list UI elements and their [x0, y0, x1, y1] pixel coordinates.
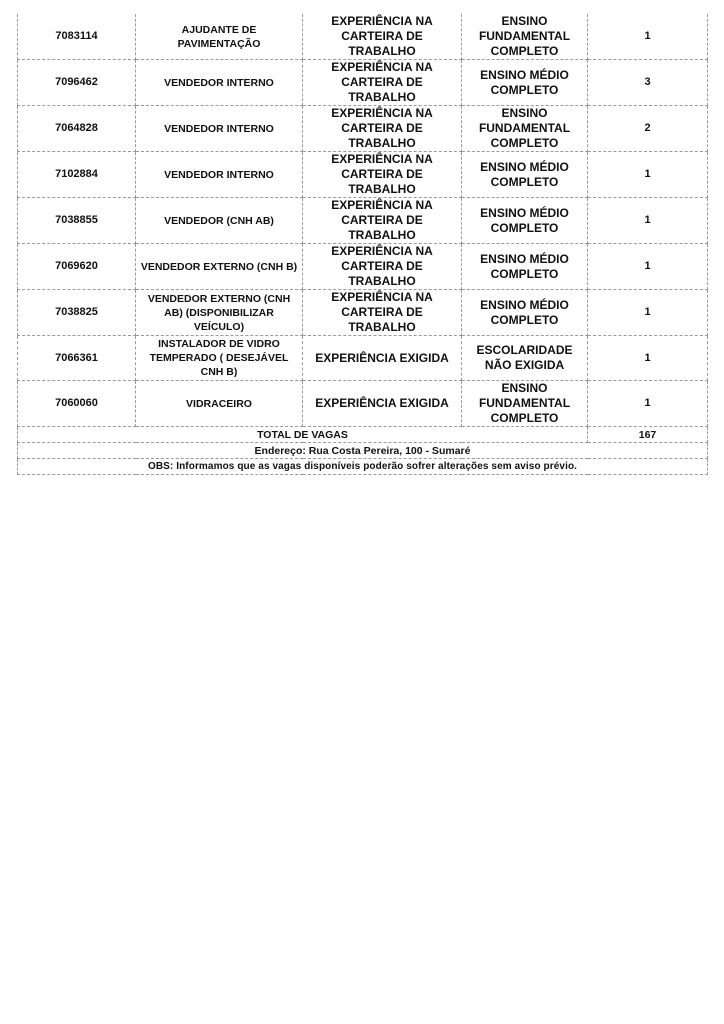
job-education: ESCOLARIDADE NÃO EXIGIDA: [462, 336, 588, 381]
table-row: [18, 14, 708, 60]
table-row: [18, 336, 708, 381]
job-code: 7096462: [18, 60, 136, 106]
total-label: TOTAL DE VAGAS: [18, 427, 588, 443]
job-code: 7102884: [18, 152, 136, 198]
job-openings: 1: [588, 198, 708, 244]
table-row: [18, 198, 708, 244]
table-row: [18, 290, 708, 336]
job-experience: EXPERIÊNCIA NA CARTEIRA DE TRABALHO: [303, 14, 462, 60]
job-education: ENSINO MÉDIO COMPLETO: [462, 244, 588, 290]
job-experience: EXPERIÊNCIA NA CARTEIRA DE TRABALHO: [303, 290, 462, 336]
job-role: AJUDANTE DE PAVIMENTAÇÃO: [136, 14, 303, 60]
table-row: [18, 60, 708, 106]
job-experience: EXPERIÊNCIA EXIGIDA: [303, 336, 462, 381]
job-listing-sheet: [17, 14, 707, 475]
job-code: 7060060: [18, 381, 136, 427]
job-openings: 1: [588, 336, 708, 381]
table-row: [18, 152, 708, 198]
job-table: [17, 14, 708, 475]
job-experience: EXPERIÊNCIA NA CARTEIRA DE TRABALHO: [303, 60, 462, 106]
job-role: VENDEDOR (CNH AB): [136, 198, 303, 244]
job-table-body: [18, 14, 708, 475]
job-role: VENDEDOR INTERNO: [136, 152, 303, 198]
job-code: 7083114: [18, 14, 136, 60]
job-education: ENSINO FUNDAMENTAL COMPLETO: [462, 106, 588, 152]
job-openings: 3: [588, 60, 708, 106]
job-experience: EXPERIÊNCIA NA CARTEIRA DE TRABALHO: [303, 152, 462, 198]
table-row: [18, 244, 708, 290]
total-value: 167: [588, 427, 708, 443]
job-education: ENSINO FUNDAMENTAL COMPLETO: [462, 381, 588, 427]
job-code: 7066361: [18, 336, 136, 381]
job-openings: 1: [588, 381, 708, 427]
job-role: VENDEDOR INTERNO: [136, 106, 303, 152]
job-role: VENDEDOR EXTERNO (CNH AB) (DISPONIBILIZAR VEÍCULO): [136, 290, 303, 336]
job-experience: EXPERIÊNCIA EXIGIDA: [303, 381, 462, 427]
address-row: [18, 443, 708, 459]
job-openings: 1: [588, 290, 708, 336]
job-education: ENSINO MÉDIO COMPLETO: [462, 198, 588, 244]
job-code: 7038825: [18, 290, 136, 336]
job-role: VENDEDOR INTERNO: [136, 60, 303, 106]
job-openings: 1: [588, 14, 708, 60]
note-row: [18, 459, 708, 475]
job-code: 7038855: [18, 198, 136, 244]
job-experience: EXPERIÊNCIA NA CARTEIRA DE TRABALHO: [303, 198, 462, 244]
job-role: INSTALADOR DE VIDRO TEMPERADO ( DESEJÁVEL CNH B): [136, 336, 303, 381]
address-text: Endereço: Rua Costa Pereira, 100 - Sumaré: [18, 443, 708, 459]
job-openings: 1: [588, 244, 708, 290]
job-experience: EXPERIÊNCIA NA CARTEIRA DE TRABALHO: [303, 106, 462, 152]
job-education: ENSINO FUNDAMENTAL COMPLETO: [462, 14, 588, 60]
job-code: 7069620: [18, 244, 136, 290]
job-education: ENSINO MÉDIO COMPLETO: [462, 290, 588, 336]
note-text: OBS: Informamos que as vagas disponíveis poderão sofrer alterações sem aviso prévio.: [18, 459, 708, 475]
table-row: [18, 381, 708, 427]
job-role: VIDRACEIRO: [136, 381, 303, 427]
job-openings: 1: [588, 152, 708, 198]
job-code: 7064828: [18, 106, 136, 152]
job-education: ENSINO MÉDIO COMPLETO: [462, 60, 588, 106]
table-row: [18, 106, 708, 152]
job-experience: EXPERIÊNCIA NA CARTEIRA DE TRABALHO: [303, 244, 462, 290]
job-role: VENDEDOR EXTERNO (CNH B): [136, 244, 303, 290]
total-row: [18, 427, 708, 443]
job-education: ENSINO MÉDIO COMPLETO: [462, 152, 588, 198]
job-openings: 2: [588, 106, 708, 152]
